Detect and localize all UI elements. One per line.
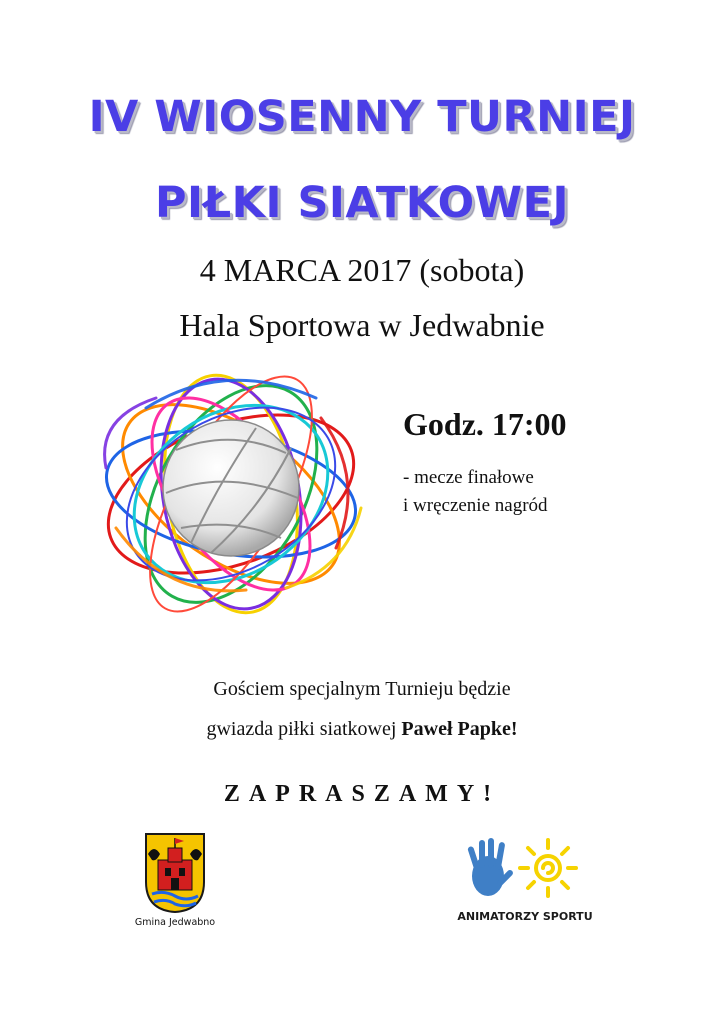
animatorzy-logo-caption: ANIMATORZY SPORTU xyxy=(457,910,593,923)
invitation-text: ZAPRASZAMY! xyxy=(223,781,501,807)
detail-line-awards: i wręczenie nagród xyxy=(403,495,548,516)
gmina-jedwabno-logo xyxy=(120,832,230,932)
event-date: 4 MARCA 2017 (sobota) xyxy=(199,252,525,288)
event-place: Hala Sportowa w Jedwabnie xyxy=(179,307,545,343)
poster-title-line-2: PIŁKI SIATKOWEJ xyxy=(155,178,569,228)
coat-of-arms-icon xyxy=(144,832,206,914)
detail-line-finals: - mecze finałowe xyxy=(403,467,534,488)
event-hour: Godz. 17:00 xyxy=(403,406,567,442)
poster-title-line-1: IV WIOSENNY TURNIEJ xyxy=(88,92,636,142)
hand-and-sun-icon xyxy=(460,832,590,907)
volleyball-icon xyxy=(86,358,376,630)
guest-name: Paweł Papke! xyxy=(401,718,518,740)
guest-line-2-text: gwiazda piłki siatkowej xyxy=(206,718,402,740)
guest-line-1: Gościem specjalnym Turnieju będzie xyxy=(213,678,511,700)
guest-line-2 xyxy=(0,719,724,739)
event-details xyxy=(403,464,548,520)
animatorzy-sportu-logo xyxy=(430,832,620,932)
gmina-logo-caption: Gmina Jedwabno xyxy=(134,917,216,928)
